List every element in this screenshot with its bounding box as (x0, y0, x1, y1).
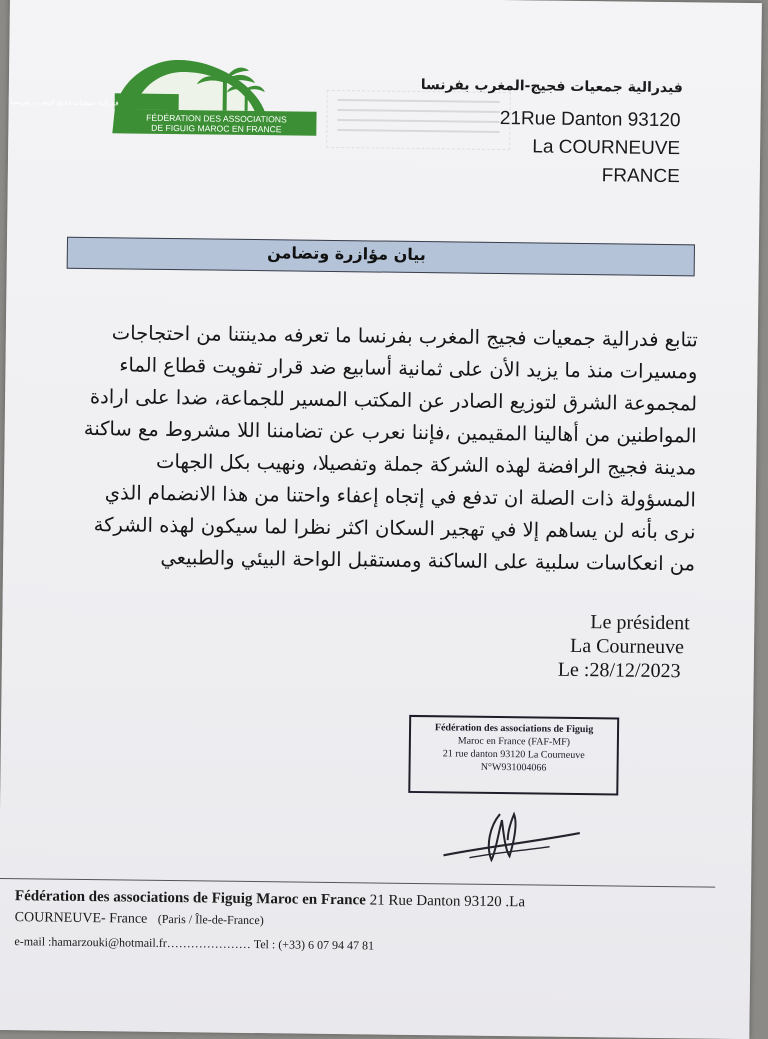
handwritten-signature (429, 805, 600, 873)
statement-title: بيان مؤازرة وتضامن (267, 243, 426, 265)
header-country: FRANCE (601, 165, 680, 188)
logo-text-line1: FÉDÉRATION DES ASSOCIATIONS (146, 112, 287, 125)
footer-address: 21 Rue Danton 93120 .La (365, 892, 526, 911)
stamp-line: 21 rue danton 93120 La Courneuve (442, 748, 585, 762)
body-line: لمجموعة الشرق لتوزيع الصادر عن المكتب المسير للجماعة، ضدا على ارادة (89, 385, 698, 416)
sign-place: La Courneuve (569, 634, 685, 659)
stamp-line: N°W931004066 (480, 761, 547, 774)
body-line: ومسيرات منذ ما يزيد الأن على ثمانية أسابيع ضد قرار تفويت قطاع الماء (119, 353, 698, 384)
header-address: 21Rue Danton 93120 (499, 107, 681, 132)
footer-email: e-mail :hamarzouki@hotmail.fr………………… (14, 934, 251, 952)
header-city: La COURNEUVE (532, 136, 681, 160)
stamp-line: Maroc en France (FAF-MF) (457, 735, 571, 748)
statement-body (63, 317, 698, 581)
footer-org-name: Fédération des associations de Figuig Maroc en France (14, 888, 366, 909)
stamp-line: Fédération des associations de Figuig (434, 722, 594, 736)
header-arabic-name: فيدرالية جمعيات فجيج-المغرب بفرنسا (420, 77, 683, 97)
logo-arabic-text: فدرالية جمعيات فجيج المغرب بفرنسا (10, 98, 119, 108)
footer-line-3 (14, 934, 374, 953)
body-line: مدينة فجيج الرافضة لهذه الشركة جملة وتفصيلا، ونهيب بكل الجهات (155, 449, 697, 480)
body-line: من انعكاسات سلبية على الساكنة ومستقبل الواحة البيئي والطبيعي (160, 545, 696, 576)
footer-phone: Tel : (+33) 6 07 94 47 81 (253, 937, 375, 953)
footer-line-1 (15, 888, 525, 911)
body-line: المواطنين من أهالينا المقيمين ،فإننا نعرب عن تضامننا اللا مشروط مع ساكنة (83, 416, 697, 448)
footer-city: COURNEUVE- France (14, 910, 148, 927)
logo-text-line2: DE FIGUIG MAROC EN FRANCE (151, 122, 282, 135)
title-bar (67, 237, 695, 277)
body-line: نرى بأنه لن يساهم إلا في تهجير السكان اكثر نظرا لما سيكون لهذه الشركة (93, 513, 696, 544)
federation-logo (10, 53, 327, 140)
signer-role: Le président (590, 611, 690, 635)
sign-date: Le :28/12/2023 (557, 658, 681, 683)
faint-stamp-impression (326, 90, 511, 150)
footer-line-2 (15, 910, 264, 929)
official-stamp (408, 715, 619, 796)
body-line: تتابع فدرالية جمعيات فجيج المغرب بفرنسا ما تعرفه مدينتنا من احتجاجات (111, 321, 698, 352)
footer-region: (Paris / Île-de-France) (157, 911, 264, 928)
body-line: المسؤولة ذات الصلة ان تدفع في إتجاه إعفاء واحتنا من هذا الانضمام الذي (104, 481, 697, 512)
footer-divider (0, 878, 715, 888)
